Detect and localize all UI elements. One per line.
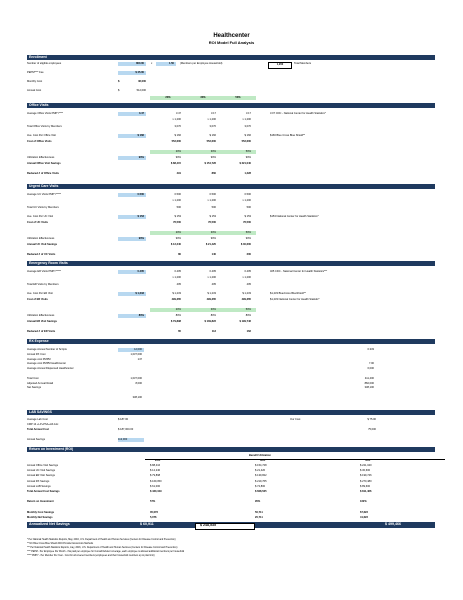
roi-row-label: Annual RX Savings xyxy=(27,479,50,483)
section-header-urgent: Urgent Care Visits xyxy=(27,184,435,189)
value-2: 50% xyxy=(245,308,251,311)
value-1: $ 1,233 xyxy=(207,292,216,295)
value-2: $ 30,600 xyxy=(240,243,251,246)
input-value[interactable]: 0.405 xyxy=(137,270,144,273)
value-2: 50% xyxy=(245,231,251,234)
roi-value-1: 95% xyxy=(255,500,261,504)
value-0: 76,500 xyxy=(173,221,181,224)
lab-our-cost: $ 75.00 xyxy=(367,418,376,421)
roi-value-2: $ 270,480 xyxy=(360,479,372,483)
section-header-roi: Return on Investment (ROI) xyxy=(27,447,435,452)
footnote: * Per National Health Statistics Reports, May, 2016, U.S. Department of Health and Human Services (Centers for Disease Control and Prevention) xyxy=(27,539,176,541)
value-1: $ 21,420 xyxy=(205,243,216,246)
row-label: Annual ER Visit Savings xyxy=(27,320,57,323)
source-note: $153 National Center for Health Statistics* xyxy=(270,215,319,218)
source-note: $1,233 BlueCross BlueShield** xyxy=(270,292,306,295)
row-label: Cost of Office Visits xyxy=(27,140,52,143)
lab-value: $ 187.00 xyxy=(118,418,129,421)
value-1: 500 xyxy=(211,206,216,209)
rx-value: 147 xyxy=(137,357,142,361)
value-2: 500 xyxy=(246,206,251,209)
roi-value-2: $ 89,600 xyxy=(360,484,371,488)
lab-value: 112,000 xyxy=(118,438,128,441)
value-1: $ 153 xyxy=(209,215,216,218)
value-2: 3,070 xyxy=(244,125,251,128)
label: Monthly Cost xyxy=(27,80,43,83)
value-0: 20% xyxy=(175,308,181,311)
row-label: Reduced # of ER Visits xyxy=(27,330,56,333)
roi-value-1: $ 219,765 xyxy=(255,479,267,483)
rx-label: Average cost PMPM xyxy=(27,357,51,361)
section-header-net-savings: Annualized Net Savings xyxy=(27,522,435,528)
value-1: 30% xyxy=(210,231,216,234)
input-value[interactable]: $ 166 xyxy=(137,134,144,137)
row-label: Ave. Cost Per Office Visit xyxy=(27,134,56,137)
rx-label: Annual RX Cost xyxy=(27,352,46,356)
roi-col-header: 30% xyxy=(260,459,266,462)
value-0: 20% xyxy=(175,150,181,153)
row-label: Total Office Visits by Members xyxy=(27,125,62,128)
rx-healthcenter-value: 411,400 xyxy=(364,376,374,380)
value-1: 3,070 xyxy=(209,125,216,128)
net-savings-50: $ 499,466 xyxy=(385,522,401,526)
row-label: Annual Office Visit Savings xyxy=(27,162,61,165)
value-0: 3,070 xyxy=(174,125,181,128)
lab-label: Average Lab Cost xyxy=(27,418,48,421)
roi-value-1: $ 72,800 xyxy=(255,484,266,488)
value-0: $ 153 xyxy=(174,215,181,218)
value-2: x 1,200 xyxy=(242,276,251,279)
roi-value-1: 50,711 xyxy=(255,510,263,514)
source-note: 405 CDC - National Center for Health Statistics*** xyxy=(270,270,328,273)
value-0: 90% xyxy=(175,237,181,240)
roi-value-1: $ 139,822 xyxy=(255,474,267,478)
roi-value-0: 57% xyxy=(150,500,156,504)
rx-label: Average cost PMPM Healthcenter xyxy=(27,362,67,366)
section-header-office: Office Visits xyxy=(27,103,435,108)
value-1: 80% xyxy=(210,314,216,317)
roi-value-0: $ 420,109 xyxy=(150,490,162,493)
value-1: 113 xyxy=(211,330,216,333)
rx-label: Total Cost xyxy=(27,376,39,380)
value-0: x 1,200 xyxy=(172,199,181,202)
value-2: $ 153 xyxy=(244,215,251,218)
row-label: Utilization Effectiveness xyxy=(27,156,55,159)
value-2: 0.405 xyxy=(244,270,251,273)
roi-row-label: Monthly Cost Savings xyxy=(27,510,55,514)
value-0: 80% xyxy=(175,314,181,317)
note: (Members per Employee Household) xyxy=(180,62,223,65)
source-note: 3.07 CDC - National Center for Health Statistics* xyxy=(270,112,326,115)
value-0: 90% xyxy=(175,156,181,159)
roi-value-1: $ 608,535 xyxy=(255,490,267,493)
lab-label: CMP 14 +LP+PSA+Hb A1c xyxy=(27,423,59,426)
value-1: 30% xyxy=(210,150,216,153)
pct: 50% xyxy=(235,96,241,99)
value-2: 80% xyxy=(245,314,251,317)
roi-row-label: Return on Investment xyxy=(27,500,54,504)
row-label: Reduced # of Office Visits xyxy=(27,172,59,175)
value-1: 499,365 xyxy=(206,298,216,301)
label: PEPM**** Fee xyxy=(27,71,44,74)
roi-row-label: Total Annual Cost Savings xyxy=(27,490,60,493)
currency: $ xyxy=(118,89,120,92)
value-0: 80 xyxy=(178,253,181,256)
value-2: 90% xyxy=(245,156,251,159)
net-savings-30: $ 248,535 xyxy=(200,522,216,527)
monthly-cost-value: 36,000 xyxy=(138,80,146,83)
value-2: 162 xyxy=(246,330,251,333)
roi-value-0: $ 61,000 xyxy=(150,484,161,488)
value-2: x 1,200 xyxy=(242,199,251,202)
members-per-household[interactable]: 1.50 xyxy=(168,62,174,65)
source-note: $1,233 National Center for Health Statistic* xyxy=(270,298,320,301)
roi-value-0: 35,076 xyxy=(150,510,158,514)
value-0: $ 166 xyxy=(174,134,181,137)
value-0: $ 12,240 xyxy=(170,243,181,246)
report-title: Healthcenter xyxy=(213,33,250,39)
value-1: $ 154,726 xyxy=(204,162,216,165)
value-1: 3.17 xyxy=(210,112,216,115)
roi-value-0: 5,076 xyxy=(150,516,157,519)
lab-label: Our Cost xyxy=(290,418,301,421)
rx-value: 1,037,000 xyxy=(130,352,142,356)
mult-sign: x xyxy=(151,62,153,65)
row-label: Average Office Visits PMPY**** xyxy=(27,112,64,115)
rx-healthcenter-value: 338,100 xyxy=(364,386,374,390)
pct: 30% xyxy=(200,96,206,99)
footnote: *** Per National Health Statistics Reports, may, 2016, U.S. Department of Health and Human Services (Centers for Disease Control and Prevention) xyxy=(27,547,178,549)
value-2: 3.17 xyxy=(245,112,251,115)
benefit-utilization-label: Benefit Utilization xyxy=(249,454,271,457)
rx-label: Average Annual Dispensed Healthcenter xyxy=(27,367,74,371)
source-note: $166 Blue Cross Blue Shield** xyxy=(270,134,306,137)
roi-col-header: 50% xyxy=(365,459,371,462)
value-0: 0.405 xyxy=(174,270,181,273)
value-1: 405 xyxy=(211,283,216,286)
row-label: Total ER Visits by Members xyxy=(27,283,59,286)
value-1: x 1,200 xyxy=(207,276,216,279)
value-2: $ 221,040 xyxy=(239,162,251,165)
roi-value-0: $ 12,240 xyxy=(150,469,161,473)
value-1: 90% xyxy=(210,156,216,159)
input-value[interactable]: 90% xyxy=(138,156,144,159)
lab-label: Total Annual Cost xyxy=(27,428,49,431)
roi-value-2: 67,622 xyxy=(360,510,368,514)
value-0: 3.47 xyxy=(175,112,181,115)
rx-value: 338,100 xyxy=(132,396,142,399)
value-2: $ 166 xyxy=(244,134,251,137)
roi-row-label: Annual ER Visit Savings xyxy=(27,474,55,478)
value-2: $ 1,233 xyxy=(242,292,251,295)
input-value[interactable]: $ 1,233 xyxy=(135,292,144,295)
annual-cost-value: 512,000 xyxy=(136,89,146,92)
value-1: 140 xyxy=(211,253,216,256)
value-0: 65 xyxy=(178,330,181,333)
rx-healthcenter-value: 882,000 xyxy=(364,381,374,385)
pepm-fee-value[interactable]: $ 45.00 xyxy=(135,71,144,74)
value-1: 860 xyxy=(211,172,216,175)
label: Annual Cost xyxy=(27,89,42,92)
roi-value-2: $ 199,746 xyxy=(360,474,372,478)
report-subtitle: ROI Model Full Analysis xyxy=(208,40,255,45)
roi-value-2: $ 221,040 xyxy=(360,464,372,467)
row-label: Reduced # of UC Visits xyxy=(27,253,56,256)
value-2: 50% xyxy=(245,150,251,153)
input-value[interactable]: 3.47 xyxy=(138,112,144,115)
value-1: $ 166 xyxy=(209,134,216,137)
value-1: 0.500 xyxy=(209,193,216,196)
input-value[interactable]: 90% xyxy=(138,237,144,240)
value-2: 1,228 xyxy=(244,172,251,175)
input-value[interactable]: 0.500 xyxy=(137,193,144,196)
value-0: $ 88,415 xyxy=(170,162,181,165)
roi-value-2: 162% xyxy=(360,500,367,504)
row-label: Annual UC Visit Savings xyxy=(27,243,58,246)
roi-value-1: $ 21,420 xyxy=(255,469,266,473)
row-label: Total UC Visits by Members xyxy=(27,206,59,209)
rx-label: Adjusted Annual Retail xyxy=(27,381,54,385)
input-value[interactable]: 80% xyxy=(138,314,144,317)
roi-row-label: Monthly Net Savings xyxy=(27,516,53,519)
section-header-enrollment: Enrollment xyxy=(27,55,435,60)
roi-value-1: 20,711 xyxy=(255,516,263,519)
rx-label: Average Annual Number of Scripts xyxy=(27,348,67,351)
value-1: 0.405 xyxy=(209,270,216,273)
rx-label: Net Savings xyxy=(27,386,41,390)
value-0: 500 xyxy=(176,206,181,209)
value-2: 499,365 xyxy=(241,298,251,301)
value-0: $ 1,233 xyxy=(172,292,181,295)
value-0: x 1,200 xyxy=(172,118,181,121)
input-value[interactable]: $ 153 xyxy=(137,215,144,218)
roi-value-1: $ 154,728 xyxy=(255,464,267,467)
row-label: Cost of UC Visits xyxy=(27,221,48,224)
roi-value-0: $ 79,898 xyxy=(150,474,161,478)
label: Total Members xyxy=(294,62,312,65)
rx-healthcenter-value: 7.00 xyxy=(368,362,374,366)
row-label: Ave. Cost Per UC Visit xyxy=(27,215,53,218)
roi-value-2: $ 811,466 xyxy=(360,490,372,493)
roi-value-2: $ 30,600 xyxy=(360,469,371,473)
value-2: 76,500 xyxy=(243,221,251,224)
rx-value: 1,037,000 xyxy=(130,376,142,380)
value-2: $ 199,746 xyxy=(239,320,251,323)
currency: $ xyxy=(118,80,120,83)
value-2: 90% xyxy=(245,237,251,240)
roi-value-0: $ 88,416 xyxy=(150,464,161,467)
value-2: x 1,200 xyxy=(242,118,251,121)
value-1: 76,500 xyxy=(208,221,216,224)
footnote: ** NC Blue Cross Blue Shield 2016 Provider Economics Methods xyxy=(27,543,94,545)
row-label: Average UC Visits PMPY***** xyxy=(27,193,62,196)
value-1: x 1,200 xyxy=(207,199,216,202)
value-0: 405 xyxy=(176,283,181,286)
value-2: 405 xyxy=(246,283,251,286)
roi-value-2: 41,622 xyxy=(360,516,368,519)
label: Number of eligible employees xyxy=(27,62,62,65)
section-header-lab: LAB SAVINGS xyxy=(27,410,435,415)
net-savings-20: $ 60,911 xyxy=(140,522,154,526)
lab-our-cost: 75,000 xyxy=(368,428,376,431)
row-label: Cost of ER Visits xyxy=(27,298,48,301)
roi-row-label: Annual UC Visit Savings xyxy=(27,469,56,473)
value-2: 552,600 xyxy=(241,140,251,143)
row-label: Ave. Cost Per ER Visit xyxy=(27,292,53,295)
value-0: 0.500 xyxy=(174,193,181,196)
rx-value: 12,000 xyxy=(134,348,142,351)
eligible-employees-value[interactable]: 800.00 xyxy=(136,62,144,65)
row-label: Utilization Effectiveness xyxy=(27,237,55,240)
value-0: $ 79,898 xyxy=(170,320,181,323)
rx-healthcenter-value: 6,000 xyxy=(367,367,374,371)
value-0: 20% xyxy=(175,231,181,234)
footnote: **** PEPM - Per Employee Per Month - this paid per employee for Consult/Advisor coverage, each employee is allowed additional members per household xyxy=(27,551,185,553)
value-2: 200 xyxy=(246,253,251,256)
value-1: 552,600 xyxy=(206,140,216,143)
section-header-rx: RX Expense xyxy=(27,339,435,344)
value-2: 0.500 xyxy=(244,193,251,196)
value-1: 90% xyxy=(210,237,216,240)
value-1: $ 139,822 xyxy=(204,320,216,323)
rx-healthcenter-value: 0.333 xyxy=(367,348,374,351)
row-label: Utilization Effectiveness xyxy=(27,314,55,317)
pct: 20% xyxy=(165,96,171,99)
lab-label: Annual Savings xyxy=(27,438,46,441)
total-members-value: 1,200 xyxy=(268,62,292,69)
rx-value: 8,000 xyxy=(135,381,142,385)
value-1: x 1,200 xyxy=(207,118,216,121)
value-0: 491 xyxy=(176,172,181,175)
roi-value-0: $ 169,050 xyxy=(150,479,162,483)
value-0: x 1,200 xyxy=(172,276,181,279)
footnote: ***** PMPY - Per Member Per Year - Cost for all covered members (employees and their household members up to plan limit) xyxy=(27,555,155,557)
roi-row-label: Annual LAB Savings xyxy=(27,484,51,488)
section-header-er: Emergency Room Visits xyxy=(27,261,435,266)
lab-value: $ 187,000.00 xyxy=(118,428,134,431)
value-1: 30% xyxy=(210,308,216,311)
roi-row-label: Annual Office Visit Savings xyxy=(27,464,59,467)
value-0: 499,365 xyxy=(171,298,181,301)
roi-col-header: 20% xyxy=(155,459,161,462)
value-0: 552,600 xyxy=(171,140,181,143)
row-label: Average ER Visits PMPY***** xyxy=(27,270,61,273)
